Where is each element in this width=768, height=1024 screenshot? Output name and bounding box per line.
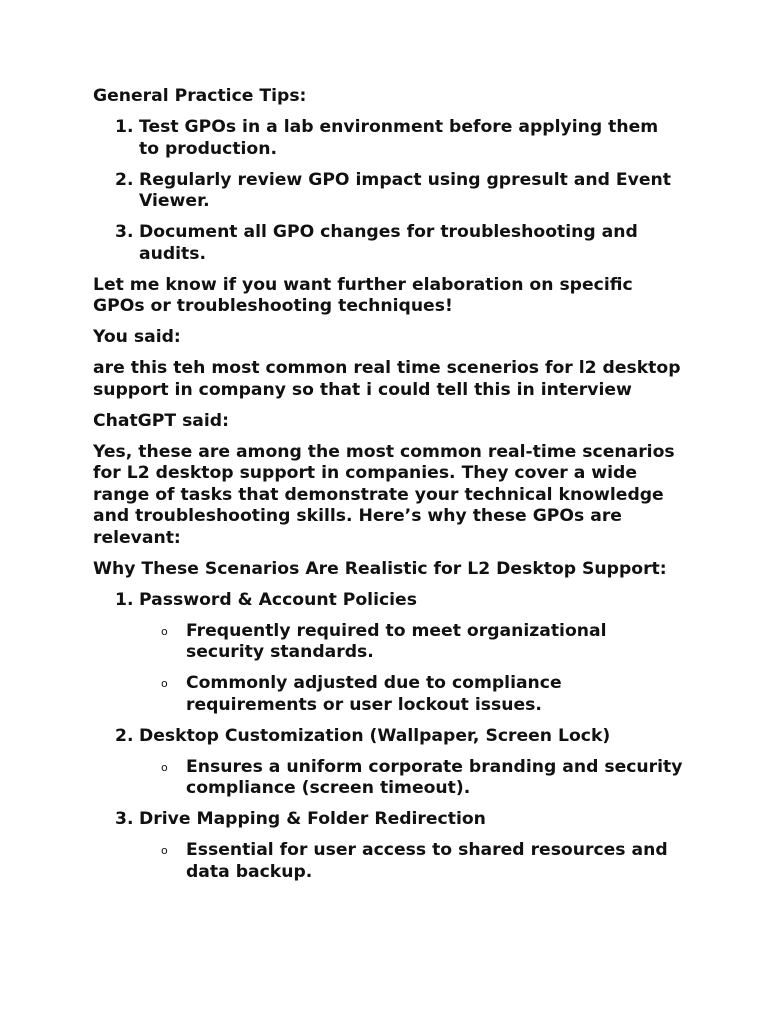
list-number: 2. [115, 725, 134, 746]
circle-bullet-icon: o [161, 624, 168, 638]
scenarios-list [93, 590, 683, 884]
sub-list [139, 621, 683, 717]
practice-tips-heading: General Practice Tips: [93, 86, 307, 106]
list-item [93, 170, 683, 213]
assistant-intro: Yes, these are among the most common real-time scenarios for L2 desktop support in companies. They cover a wide range of tasks that demonstrate your technical knowledge and troubleshooting skills. Here’s why these GPOs are relevant: [93, 441, 675, 548]
list-item [93, 117, 683, 160]
list-item [93, 726, 683, 800]
list-item-text: Test GPOs in a lab environment before applying them to production. [139, 117, 659, 159]
sub-list-item [139, 840, 683, 883]
circle-bullet-icon: o [161, 677, 168, 690]
sub-list-text: Ensures a uniform corporate branding and security compliance (screen timeout). [186, 756, 683, 798]
document-page [93, 86, 683, 893]
circle-bullet-icon: o [161, 844, 168, 857]
scenario-title: Drive Mapping & Folder Redirection [139, 809, 486, 829]
sub-list [139, 840, 683, 883]
sub-list-text: Commonly adjusted due to compliance requirements or user lockout issues. [186, 673, 562, 715]
circle-bullet-icon: o [161, 760, 168, 774]
list-number: 2. [115, 169, 134, 190]
scenario-title: Desktop Customization (Wallpaper, Screen Lock) [139, 725, 611, 746]
list-number: 3. [115, 222, 134, 242]
sub-list-item [139, 621, 683, 664]
list-item [93, 222, 683, 265]
list-number: 1. [115, 117, 134, 137]
list-item-text: Document all GPO changes for troubleshooting and audits. [139, 222, 638, 264]
sub-list-item [139, 757, 683, 800]
user-label: You said: [93, 327, 181, 347]
list-item [93, 809, 683, 883]
scenarios-heading: Why These Scenarios Are Realistic for L2 Desktop Support: [93, 558, 667, 579]
list-number: 3. [115, 809, 134, 829]
scenario-title: Password & Account Policies [139, 589, 417, 610]
user-message: are this teh most common real time scenerios for l2 desktop support in company so that i could tell this in interview [93, 358, 681, 400]
sub-list-text: Frequently required to meet organizational security standards. [186, 620, 607, 662]
list-item [93, 590, 683, 717]
list-item-text: Regularly review GPO impact using gpresult and Event Viewer. [139, 169, 671, 211]
list-number: 1. [115, 589, 134, 610]
sub-list-text: Essential for user access to shared resources and data backup. [186, 840, 668, 882]
practice-tips-list [93, 117, 683, 265]
sub-list-item [139, 673, 683, 716]
sub-list [139, 757, 683, 800]
assistant-label: ChatGPT said: [93, 410, 229, 431]
closing-paragraph: Let me know if you want further elaboration on specific GPOs or troubleshooting techniques! [93, 274, 633, 316]
